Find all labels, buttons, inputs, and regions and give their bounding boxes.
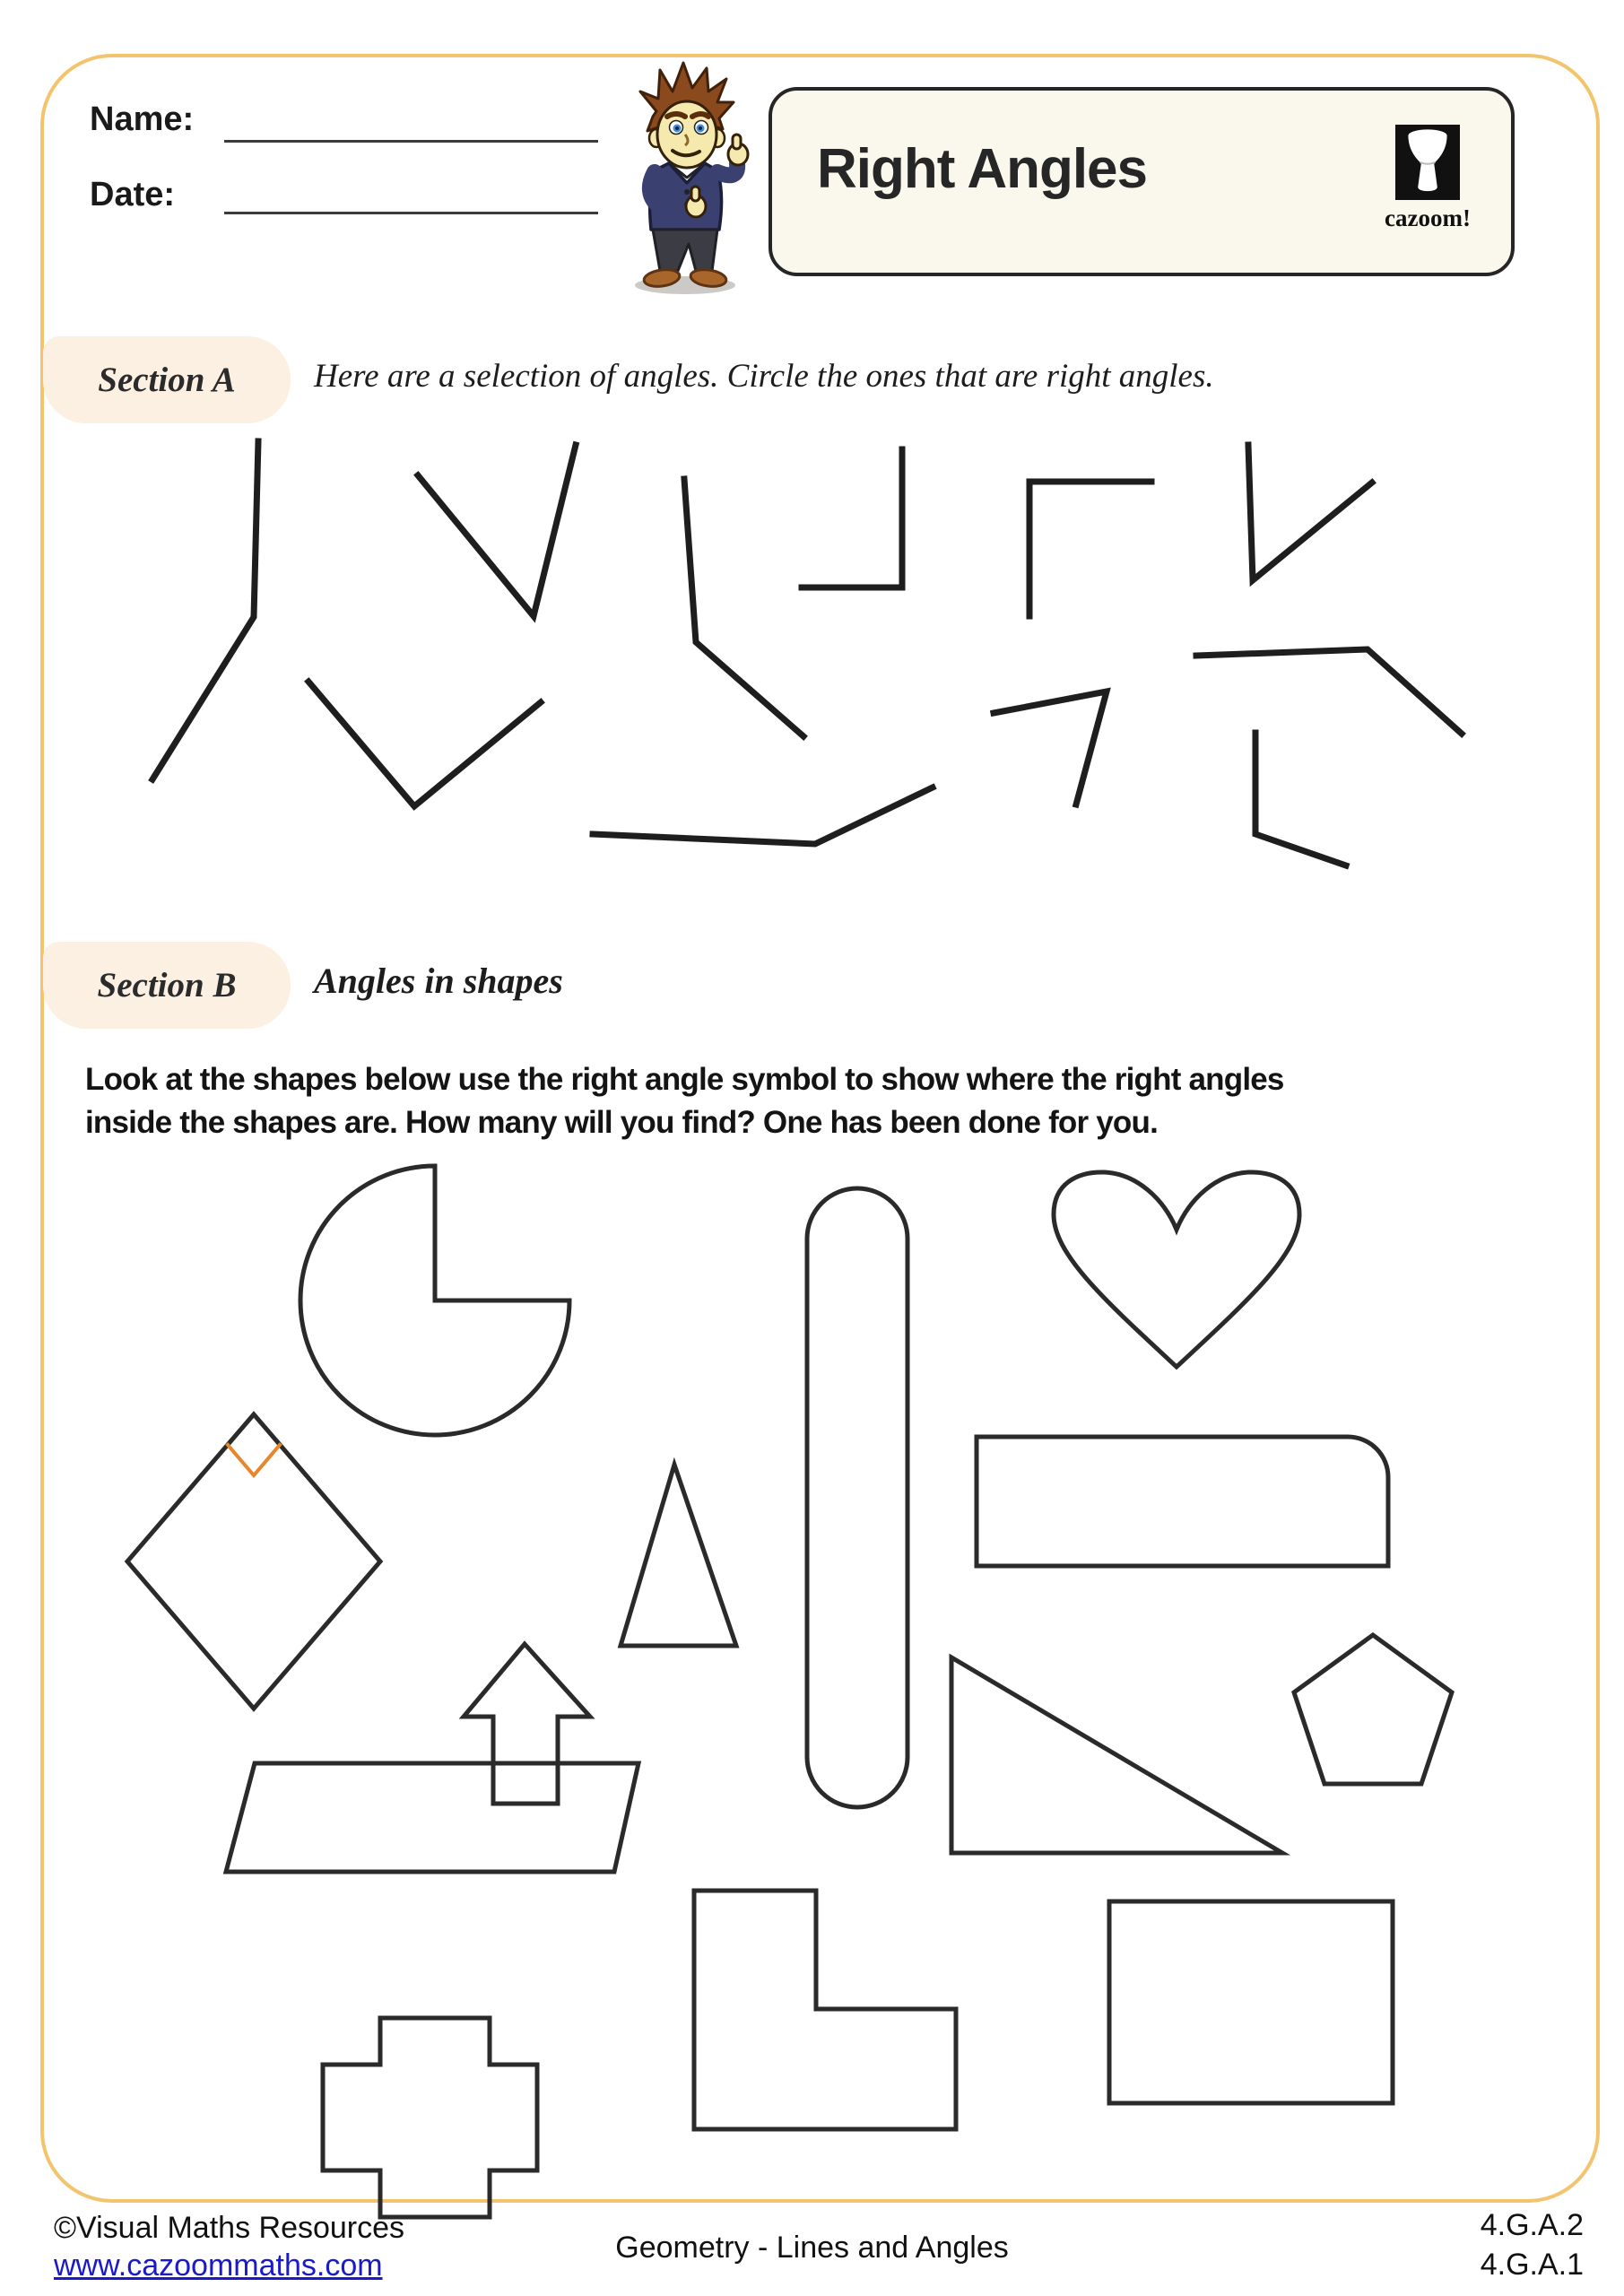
section-b-subtitle: Angles in shapes — [314, 961, 563, 1001]
title-box — [769, 87, 1515, 276]
logo-wordmark: cazoom! — [1385, 204, 1471, 231]
section-b-label: Section B — [97, 966, 237, 1004]
page-title: Right Angles — [817, 138, 1148, 200]
section-a-instruction: Here are a selection of angles. Circle the ones that are right angles. — [314, 358, 1214, 395]
section-a-label: Section A — [98, 361, 236, 399]
date-label: Date: — [90, 176, 176, 213]
section-b-pill — [43, 942, 291, 1029]
footer-standard-2: 4.G.A.1 — [1480, 2248, 1584, 2282]
footer-website-link[interactable]: www.cazoommaths.com — [54, 2248, 383, 2283]
footer-copyright: ©Visual Maths Resources — [54, 2211, 405, 2245]
djembe-drum-icon — [1395, 125, 1460, 200]
boy-mascot-icon — [617, 59, 750, 300]
cazoom-logo — [1369, 125, 1486, 232]
date-line — [224, 212, 598, 214]
footer-standard-1: 4.G.A.2 — [1480, 2208, 1584, 2242]
section-b-instruction-line1: Look at the shapes below use the right angle symbol to show where the right angles — [85, 1062, 1284, 1097]
section-b-instruction-line2: inside the shapes are. How many will you find? One has been done for you. — [85, 1105, 1158, 1140]
name-label: Name: — [90, 100, 195, 138]
footer-center-label: Geometry - Lines and Angles — [615, 2231, 1009, 2265]
name-line — [224, 140, 598, 143]
section-a-pill — [43, 336, 291, 423]
